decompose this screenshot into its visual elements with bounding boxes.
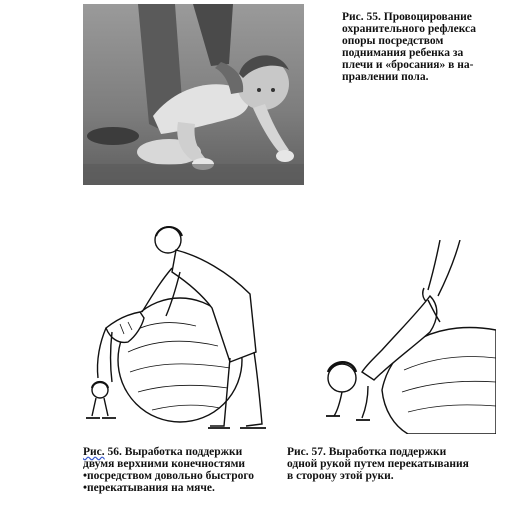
caption-fig56-prefix: Рис. xyxy=(83,446,105,458)
caption-fig56-line-rest: 56. Выработка поддержки xyxy=(104,446,243,458)
caption-fig56-line: двумя верхними конечностями xyxy=(83,458,246,470)
caption-fig56-line: •перекатывания на мяче. xyxy=(83,482,215,494)
photo-fig55 xyxy=(83,4,304,185)
caption-fig55 xyxy=(342,11,514,83)
caption-fig55-line: поднимания ребенка за xyxy=(342,47,464,59)
caption-fig56 xyxy=(83,446,275,494)
caption-fig57-line: одной рукой путем перекатывания xyxy=(287,458,469,470)
caption-fig56-line: •посредством довольно быстрого xyxy=(83,470,255,482)
caption-fig55-line: плечи и «бросания» в на- xyxy=(342,59,474,71)
caption-fig57 xyxy=(287,446,497,482)
drawing-fig56 xyxy=(80,212,276,440)
caption-fig55-line: опоры посредством xyxy=(342,35,444,47)
caption-fig55-line: Рис. 55. Провоцирование xyxy=(342,11,472,23)
caption-fig55-line: охранительного рефлекса xyxy=(342,23,477,35)
caption-fig56-line xyxy=(83,446,275,458)
drawing-fig57-illustration xyxy=(312,240,496,434)
caption-fig57-line: Рис. 57. Выработка поддержки xyxy=(287,446,447,458)
drawing-fig56-illustration xyxy=(80,212,276,440)
caption-fig55-line: правлении пола. xyxy=(342,71,429,83)
photo-fig55-drawing xyxy=(83,4,304,185)
caption-fig57-line: в сторону этой руки. xyxy=(287,470,394,482)
drawing-fig57 xyxy=(312,240,496,434)
